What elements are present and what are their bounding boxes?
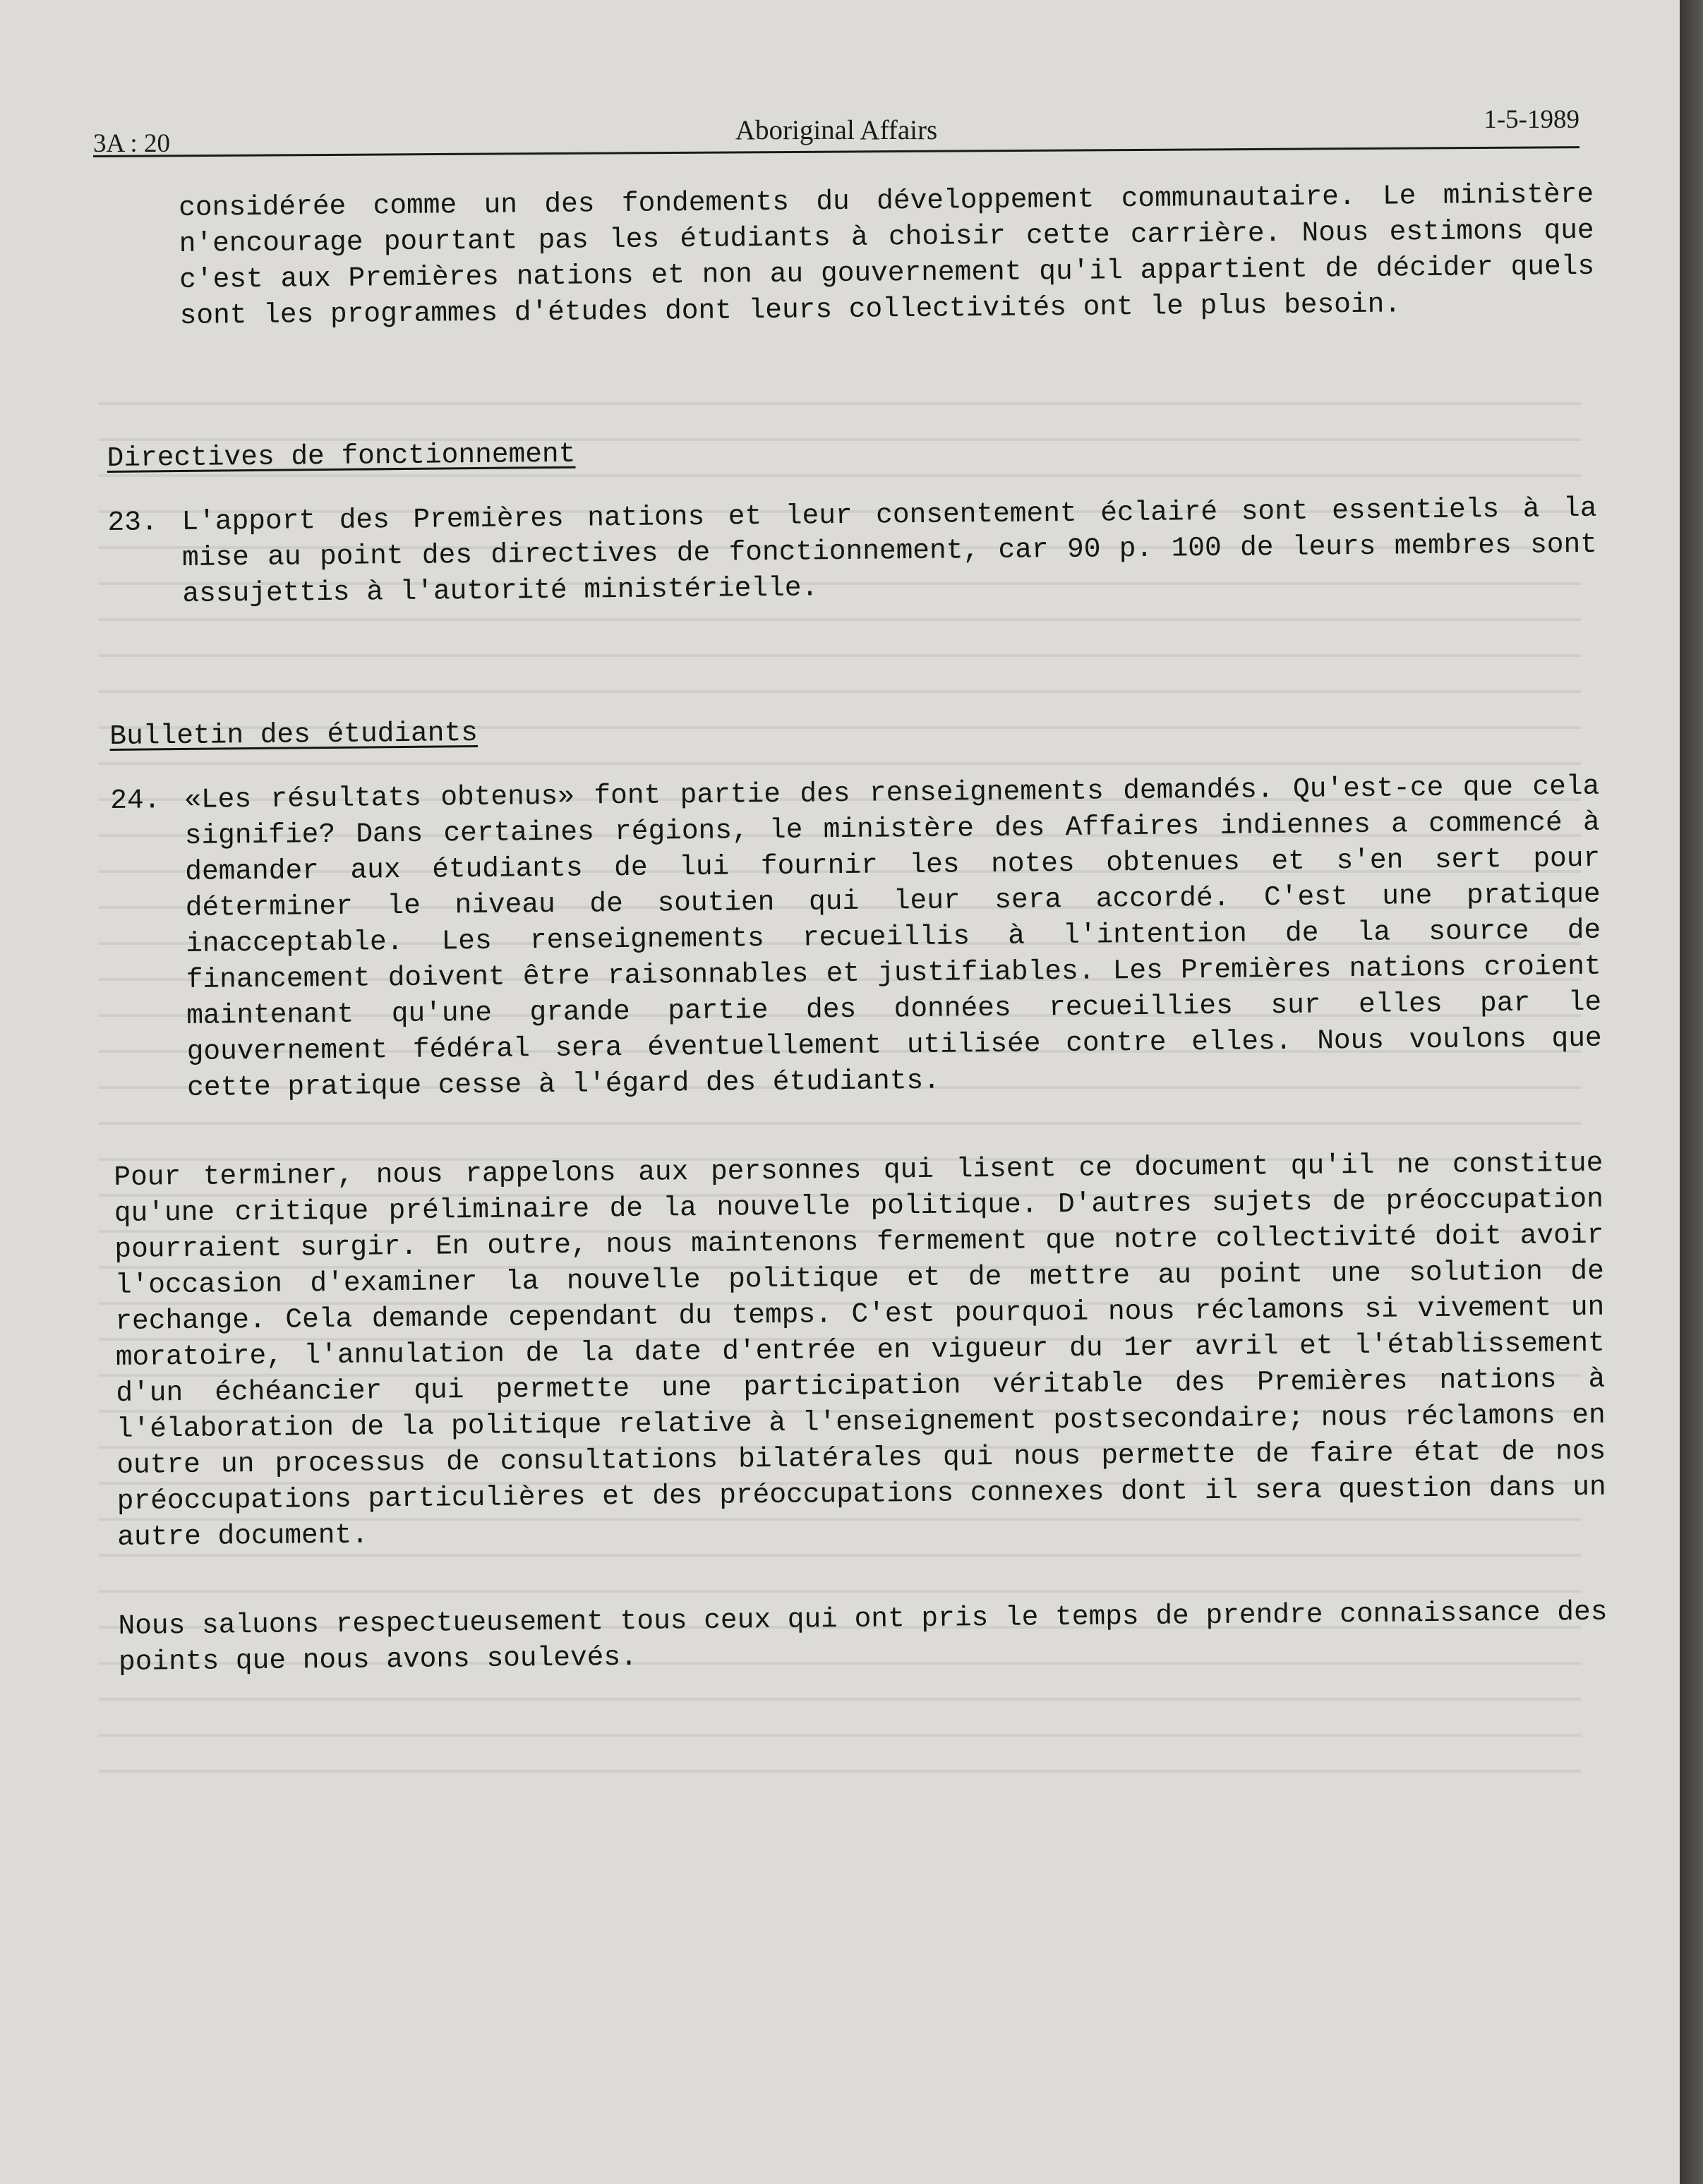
paragraph-text: L'apport des Premières nations et leur consentement éclairé sont essentiels à la mise au point des directives de fonctionnement, car 90 p. 100 de leurs membres sont assujettis à l'autorité ministérielle. [181, 492, 1598, 610]
closing-paragraph: Pour terminer, nous rappelons aux personnes qui lisent ce document qu'il ne constitue qu'une critique préliminaire de la nouvelle politique. D'autres sujets de préoccupation pourraient surgir. En outre, nous maintenons fermement que notre collectivité doit avoir l'occasion d'examiner la nouvelle politique et de mettre au point une solution de rechange. Cela demande cependant du temps. C'est pourquoi nous réclamons si vivement un moratoire, l'annulation de la date d'entrée en vigueur du 1er avril et l'établissement d'un échéancier qui permette une participation véritable des Premières nations à l'élaboration de la politique relative à l'enseignement postsecondaire; nous réclamons en outre un processus de consultations bilatérales qui nous permette de faire état de nos préoccupations particulières et des préoccupations connexes dont il sera question dans un autre document. [114, 1147, 1606, 1553]
header-date: 1-5-1989 [1484, 105, 1579, 134]
page-number: 3A : 20 [93, 129, 170, 158]
document-body [104, 176, 1608, 1680]
page-edge-shadow [1680, 0, 1703, 2184]
numbered-paragraph-23 [107, 490, 1597, 613]
paragraph-number: 23. [107, 506, 158, 538]
section-heading-bulletin: Bulletin des étudiants [109, 716, 479, 752]
running-title: Aboriginal Affairs [735, 115, 938, 145]
intro-paragraph: considérée comme un des fondements du développement communautaire. Le ministère n'encourage pourtant pas les étudiants à choisir cette carrière. Nous estimons que c'est aux Premières nations et non au gouvernement qu'il appartient de décider quels sont les programmes d'études dont leurs collectivités ont le plus besoin. [179, 178, 1595, 332]
paragraph-text: «Les résultats obtenus» font partie des renseignements demandés. Qu'est-ce que cela signifie? Dans certaines régions, le ministère des Affaires indiennes a commencé à demander aux étudiants de lui fournir les notes obtenues et s'en sert pour déterminer le niveau de soutien qui leur sera accordé. C'est une pratique inacceptable. Les renseignements recueillis à l'intention de la source de financement doivent être raisonnables et justifiables. Les Premières nations croient maintenant qu'une grande partie des données recueillies sur elles par le gouvernement fédéral sera éventuellement utilisée contre elles. Nous voulons que cette pratique cesse à l'égard des étudiants. [184, 770, 1602, 1104]
closing-thanks-paragraph: Nous saluons respectueusement tous ceux qui ont pris le temps de prendre connaissance des points que nous avons soulevés. [118, 1595, 1608, 1678]
section-heading-directives: Directives de fonctionnement [107, 438, 576, 474]
paragraph-number: 24. [110, 784, 161, 816]
numbered-paragraph-24 [110, 768, 1602, 1106]
